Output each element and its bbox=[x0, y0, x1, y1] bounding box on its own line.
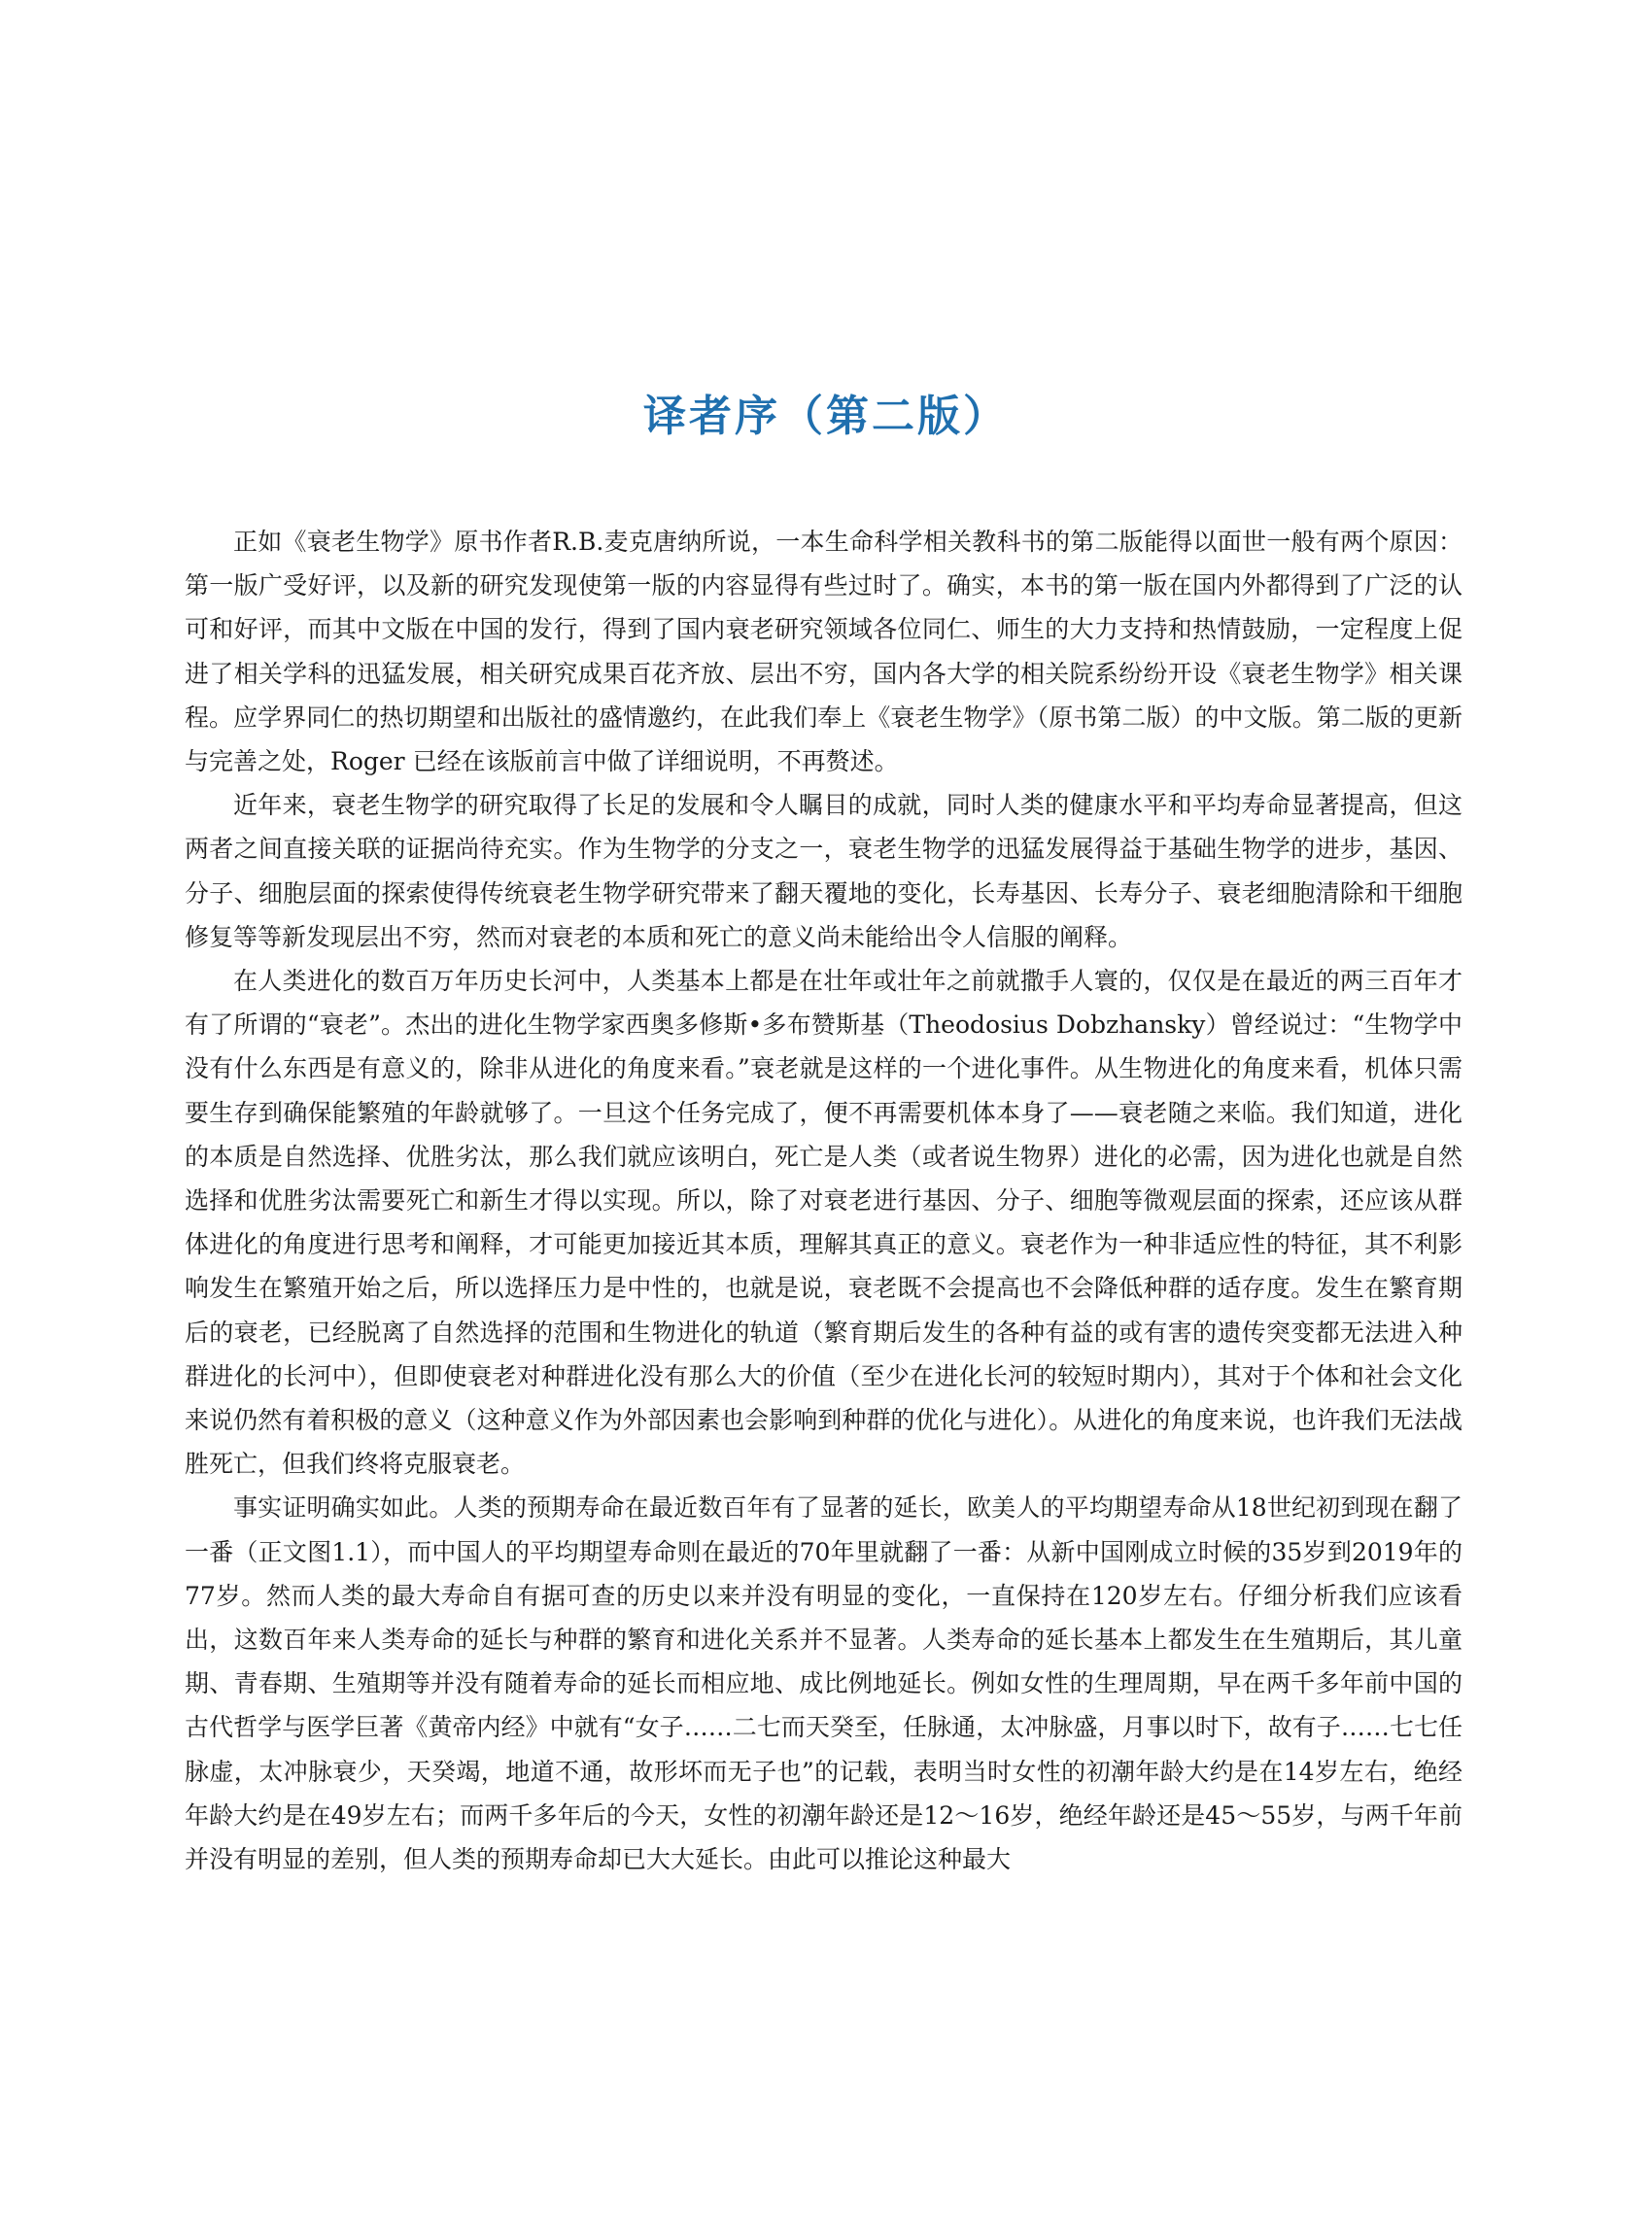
page-title: 译者序（第二版） bbox=[643, 392, 1009, 441]
paragraph: 正如《衰老生物学》原书作者R.B.麦克唐纳所说，一本生命科学相关教科书的第二版能得以面世一般有两个原因：第一版广受好评，以及新的研究发现使第一版的内容显得有些过时了。确实，本书的第一版在国内外都得到了广泛的认可和好评，而其中文版在中国的发行，得到了国内衰老研究领域各位同仁、师生的大力支持和热情鼓励，一定程度上促进了相关学科的迅猛发展，相关研究成果百花齐放、层出不穷，国内各大学的相关院系纷纷开设《衰老生物学》相关课程。应学界同仁的热切期望和出版社的盛情邀约，在此我们奉上《衰老生物学》（原书第二版）的中文版。第二版的更新与完善之处，Roger 已经在该版前言中做了详细说明，不再赘述。 bbox=[185, 528, 1463, 776]
body-text bbox=[185, 520, 1463, 1881]
paragraph: 事实证明确实如此。人类的预期寿命在最近数百年有了显著的延长，欧美人的平均期望寿命从18世纪初到现在翻了一番（正文图1.1），而中国人的平均期望寿命则在最近的70年里就翻了一番：从新中国刚成立时候的35岁到2019年的77岁。然而人类的最大寿命自有据可查的历史以来并没有明显的变化，一直保持在120岁左右。仔细分析我们应该看出，这数百年来人类寿命的延长与种群的繁育和进化关系并不显著。人类寿命的延长基本上都发生在生殖期后，其儿童期、青春期、生殖期等并没有随着寿命的延长而相应地、成比例地延长。例如女性的生理周期，早在两千多年前中国的古代哲学与医学巨著《黄帝内经》中就有“女子……二七而天癸至，任脉通，太冲脉盛，月事以时下，故有子……七七任脉虚，太冲脉衰少，天癸竭，地道不通，故形坏而无子也”的记载，表明当时女性的初潮年龄大约是在14岁左右，绝经年龄大约是在49岁左右；而两千多年后的今天，女性的初潮年龄还是12～16岁，绝经年龄还是45～55岁，与两千年前并没有明显的差别，但人类的预期寿命却已大大延长。由此可以推论这种最大 bbox=[185, 1493, 1463, 1874]
paragraph: 在人类进化的数百万年历史长河中，人类基本上都是在壮年或壮年之前就撒手人寰的，仅仅是在最近的两三百年才有了所谓的“衰老”。杰出的进化生物学家西奥多修斯•多布赞斯基（Theodosius Dobzhansky）曾经说过：“生物学中没有什么东西是有意义的，除非从进化的角度来看。”衰老就是这样的一个进化事件。从生物进化的角度来看，机体只需要生存到确保能繁殖的年龄就够了。一旦这个任务完成了，便不再需要机体本身了——衰老随之来临。我们知道，进化的本质是自然选择、优胜劣汰，那么我们就应该明白，死亡是人类（或者说生物界）进化的必需，因为进化也就是自然选择和优胜劣汰需要死亡和新生才得以实现。所以，除了对衰老进行基因、分子、细胞等微观层面的探索，还应该从群体进化的角度进行思考和阐释，才可能更加接近其本质，理解其真正的意义。衰老作为一种非适应性的特征，其不利影响发生在繁殖开始之后，所以选择压力是中性的，也就是说，衰老既不会提高也不会降低种群的适存度。发生在繁育期后的衰老，已经脱离了自然选择的范围和生物进化的轨道（繁育期后发生的各种有益的或有害的遗传突变都无法进入种群进化的长河中），但即使衰老对种群进化没有那么大的价值（至少在进化长河的较短时期内），其对于个体和社会文化来说仍然有着积极的意义（这种意义作为外部因素也会影响到种群的优化与进化）。从进化的角度来说，也许我们无法战胜死亡，但我们终将克服衰老。 bbox=[185, 967, 1463, 1479]
paragraph: 近年来，衰老生物学的研究取得了长足的发展和令人瞩目的成就，同时人类的健康水平和平均寿命显著提高，但这两者之间直接关联的证据尚待充实。作为生物学的分支之一，衰老生物学的迅猛发展得益于基础生物学的进步，基因、分子、细胞层面的探索使得传统衰老生物学研究带来了翻天覆地的变化，长寿基因、长寿分子、衰老细胞清除和干细胞修复等等新发现层出不穷，然而对衰老的本质和死亡的意义尚未能给出令人信服的阐释。 bbox=[185, 791, 1463, 951]
